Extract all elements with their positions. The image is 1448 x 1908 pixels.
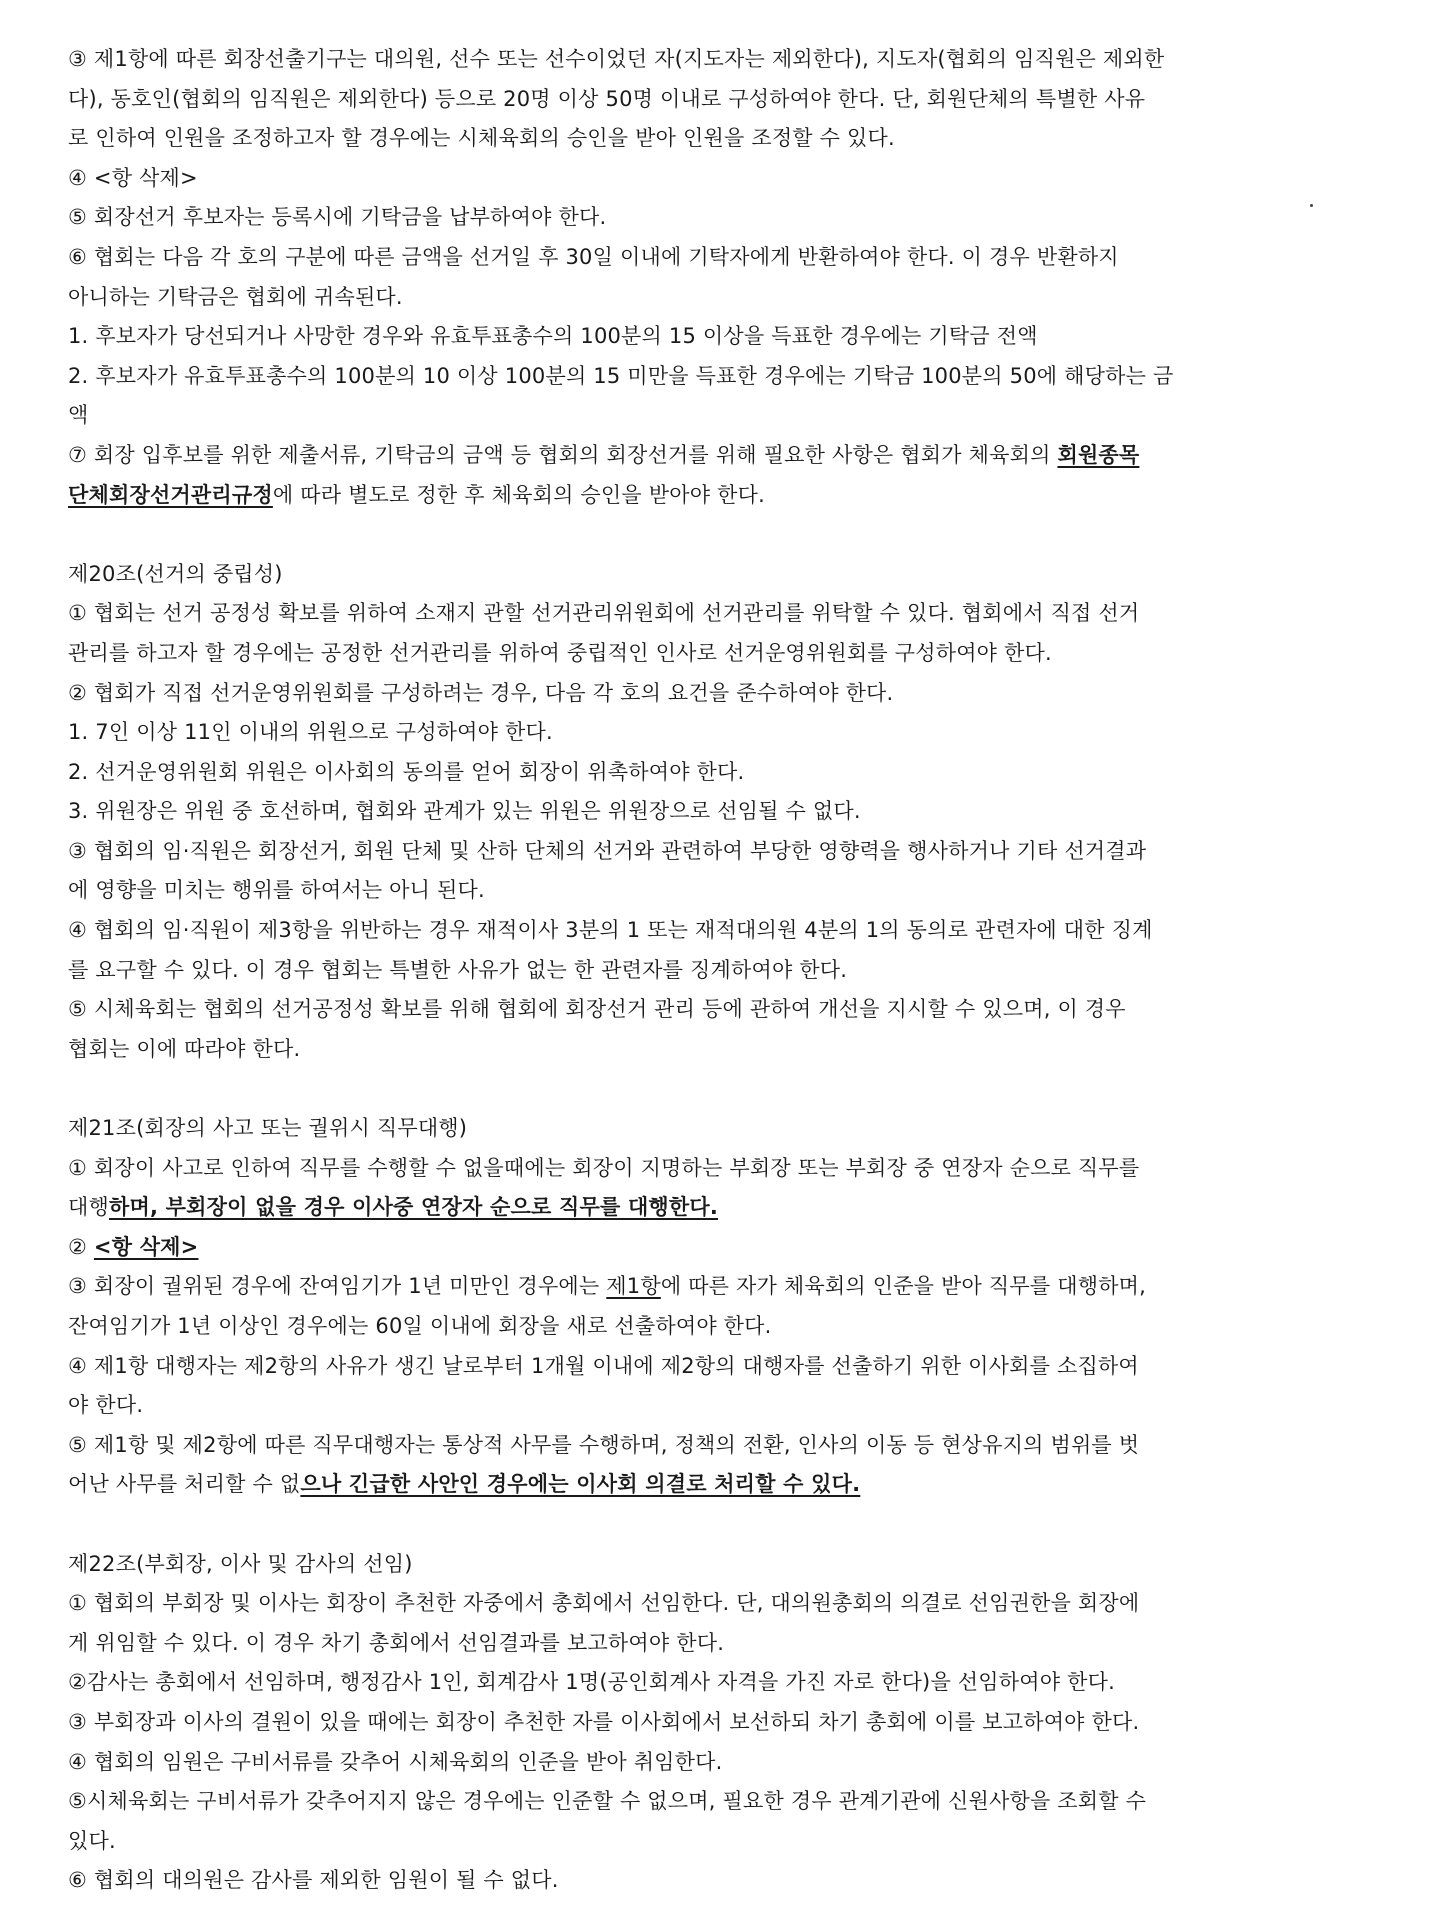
art21-para3-line1 (68, 1267, 1363, 1307)
art21-para2 (68, 1228, 1363, 1268)
art22-para5-line2: 있다. (68, 1828, 116, 1853)
art21-para1-underlined: 하며, 부회장이 없을 경우 이사중 연장자 순으로 직무를 대행한다. (108, 1195, 719, 1220)
art21-para4-line2: 야 한다. (68, 1393, 144, 1418)
art22-para5-line1: ⑤시체육회는 구비서류가 갖추어지지 않은 경우에는 인준할 수 없으며, 필요한 경우 관계기관에 신원사항을 조회할 수 (68, 1789, 1147, 1814)
art19-para5: ⑤ 회장선거 후보자는 등록시에 기탁금을 납부하여야 한다. (68, 205, 607, 230)
art21-para1-text: 대행 (68, 1195, 109, 1220)
art20-para4-line2: 를 요구할 수 있다. 이 경우 협회는 특별한 사유가 없는 한 관련자를 징계하여야 한다. (68, 957, 848, 982)
art19-para7-underlined: 회원종목 (1057, 442, 1140, 467)
art20-para3-line2: 에 영향을 미치는 행위를 하여서는 아니 된다. (68, 878, 485, 903)
art21-para3-text: ③ 회장이 궐위된 경우에 잔여임기가 1년 미만인 경우에는 (68, 1274, 607, 1299)
art21-para5-line2 (68, 1465, 1363, 1505)
art20-para1-line2: 관리를 하고자 할 경우에는 공정한 선거관리를 위하여 중립적인 인사로 선거운영위원회를 구성하여야 한다. (68, 640, 1052, 665)
art19-para3-line2: 다), 동호인(협회의 임직원은 제외한다) 등으로 20명 이상 50명 이내로 구성하여야 한다. 단, 회원단체의 특별한 사유 (68, 86, 1146, 111)
art21-para1-line1: ① 회장이 사고로 인하여 직무를 수행할 수 없을때에는 회장이 지명하는 부회장 또는 부회장 중 연장자 순으로 직무를 (68, 1155, 1140, 1180)
art21-para5-line1: ⑤ 제1항 및 제2항에 따른 직무대행자는 통상적 사무를 수행하며, 정책의 전환, 인사의 이동 등 현상유지의 범위를 벗 (68, 1432, 1140, 1457)
art19-item2-line1: 2. 후보자가 유효투표총수의 100분의 10 이상 100분의 15 미만을 득표한 경우에는 기탁금 100분의 50에 해당하는 금 (68, 363, 1174, 388)
spacer (68, 515, 1363, 555)
art22-para1-line1: ① 협회의 부회장 및 이사는 회장이 추천한 자중에서 총회에서 선임한다. 단, 대의원총회의 의결로 선임권한을 회장에 (68, 1591, 1140, 1616)
art20-item2: 2. 선거운영위원회 위원은 이사회의 동의를 얻어 회장이 위촉하여야 한다. (68, 759, 745, 784)
art22-para1-line2: 게 위임할 수 있다. 이 경우 차기 총회에서 선임결과를 보고하여야 한다. (68, 1630, 725, 1655)
art21-para3-underlined: 제1항 (606, 1274, 661, 1299)
art21-title: 제21조(회장의 사고 또는 궐위시 직무대행) (68, 1116, 468, 1141)
art19-para3-line1: ③ 제1항에 따른 회장선출기구는 대의원, 선수 또는 선수이었던 자(지도자는 제외한다), 지도자(협회의 임직원은 제외한 (68, 47, 1165, 71)
art19-para7-regulation-name: 단체회장선거관리규정 (68, 482, 273, 507)
art19-para6-line1: ⑥ 협회는 다음 각 호의 구분에 따른 금액을 선거일 후 30일 이내에 기탁자에게 반환하여야 한다. 이 경우 반환하지 (68, 244, 1119, 269)
art20-para3-line1: ③ 협회의 임·직원은 회장선거, 회원 단체 및 산하 단체의 선거와 관련하여 부당한 영향력을 행사하거나 기타 선거결과 (68, 838, 1147, 863)
art19-item2-line2: 액 (68, 403, 89, 428)
art21-para3-line2: 잔여임기가 1년 이상인 경우에는 60일 이내에 회장을 새로 선출하여야 한다. (68, 1314, 772, 1338)
art20-para5-line1: ⑤ 시체육회는 협회의 선거공정성 확보를 위해 협회에 회장선거 관리 등에 관하여 개선을 지시할 수 있으며, 이 경우 (68, 997, 1126, 1022)
art20-para4-line1: ④ 협회의 임·직원이 제3항을 위반하는 경우 재적이사 3분의 1 또는 재적대의원 4분의 1의 동의로 관련자에 대한 징계 (68, 918, 1153, 943)
spacer (68, 1505, 1363, 1545)
art22-para6: ⑥ 협회의 대의원은 감사를 제외한 임원이 될 수 없다. (68, 1868, 559, 1893)
art20-para5-line2: 협회는 이에 따라야 한다. (68, 1036, 301, 1061)
art20-para1-line1: ① 협회는 선거 공정성 확보를 위하여 소재지 관할 선거관리위원회에 선거관리를 위탁할 수 있다. 협회에서 직접 선거 (68, 601, 1140, 626)
art19-para7-text: ⑦ 회장 입후보를 위한 제출서류, 기탁금의 금액 등 협회의 회장선거를 위해 필요한 사항은 협회가 체육회의 (68, 442, 1058, 467)
spacer (68, 1069, 1363, 1109)
art20-title: 제20조(선거의 중립성) (68, 561, 283, 586)
scan-speck (1310, 204, 1313, 207)
art21-para2-deleted: <항 삭제> (93, 1234, 199, 1259)
art21-para5-underlined: 으나 긴급한 사안인 경우에는 이사회 의결로 처리할 수 있다. (300, 1472, 861, 1497)
art19-para4: ④ <항 삭제> (68, 165, 198, 190)
art19-para7-text-end: 에 따라 별도로 정한 후 체육회의 승인을 받아야 한다. (272, 482, 765, 507)
art19-para7-line2 (68, 476, 1363, 516)
art22-title: 제22조(부회장, 이사 및 감사의 선임) (68, 1551, 413, 1576)
art21-para4-line1: ④ 제1항 대행자는 제2항의 사유가 생긴 날로부터 1개월 이내에 제2항의 대행자를 선출하기 위한 이사회를 소집하여 (68, 1353, 1139, 1378)
art21-para2-number: ② (68, 1234, 94, 1259)
art21-para3-text-end: 에 따른 자가 체육회의 인준을 받아 직무를 대행하며, (660, 1274, 1147, 1299)
art19-para7-line1 (68, 436, 1363, 476)
art22-para3: ③ 부회장과 이사의 결원이 있을 때에는 회장이 추천한 자를 이사회에서 보선하되 차기 총회에 이를 보고하여야 한다. (68, 1709, 1140, 1734)
art21-para5-text: 어난 사무를 처리할 수 없 (68, 1472, 301, 1497)
art19-para6-line2: 아니하는 기탁금은 협회에 귀속된다. (68, 284, 403, 309)
art19-item1: 1. 후보자가 당선되거나 사망한 경우와 유효투표총수의 100분의 15 이상을 득표한 경우에는 기탁금 전액 (68, 324, 1038, 349)
art19-para3-line3: 로 인하여 인원을 조정하고자 할 경우에는 시체육회의 승인을 받아 인원을 조정할 수 있다. (68, 126, 895, 151)
art21-para1-line2 (68, 1188, 1363, 1228)
art22-para4: ④ 협회의 임원은 구비서류를 갖추어 시체육회의 인준을 받아 취임한다. (68, 1749, 723, 1774)
art20-item3: 3. 위원장은 위원 중 호선하며, 협회와 관계가 있는 위원은 위원장으로 선임될 수 없다. (68, 799, 861, 824)
art20-item1: 1. 7인 이상 11인 이내의 위원으로 구성하여야 한다. (68, 720, 553, 745)
document-page (68, 40, 1363, 1901)
art22-para2: ②감사는 총회에서 선임하며, 행정감사 1인, 회계감사 1명(공인회계사 자격을 가진 자로 한다)을 선임하여야 한다. (68, 1670, 1115, 1695)
art20-para2: ② 협회가 직접 선거운영위원회를 구성하려는 경우, 다음 각 호의 요건을 준수하여야 한다. (68, 680, 894, 705)
